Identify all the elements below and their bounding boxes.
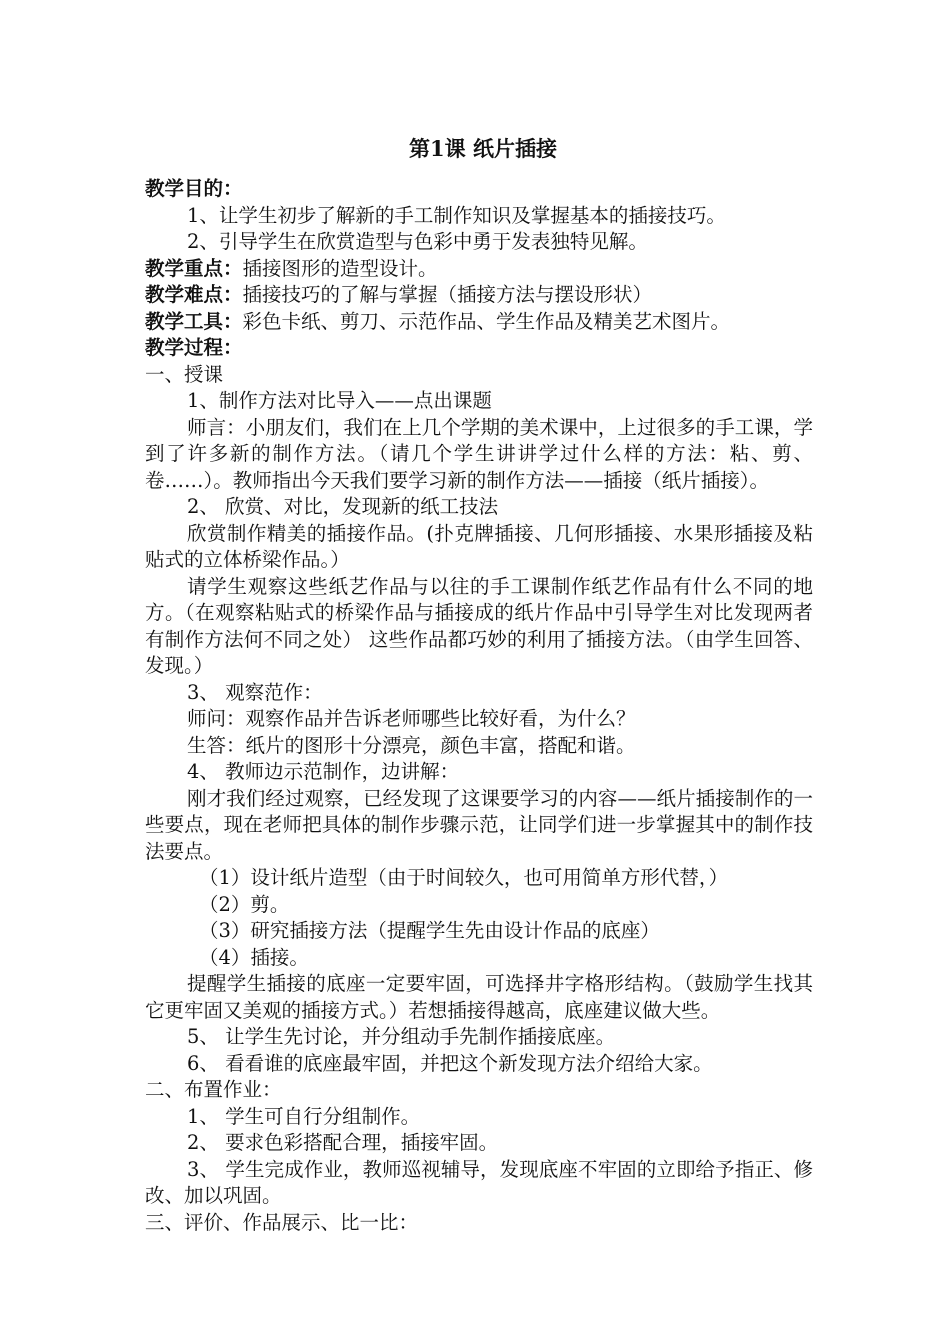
key-point-label: 教学重点： [145, 256, 243, 280]
teaching-tools-label: 教学工具： [145, 309, 243, 333]
teaching-tools [145, 309, 813, 336]
lesson-title: 第1课 纸片插接 [409, 136, 557, 161]
substep-2: （2）剪。 [199, 892, 290, 916]
step-4: 4、 教师边示范制作，边讲解： [187, 760, 460, 783]
part-3-heading: 三、评价、作品展示、比一比： [145, 1210, 419, 1234]
paragraph-2: 欣赏制作精美的插接作品。(扑克牌插接、几何形插接、水果形插接及粘贴式的立体桥梁作品。） [145, 521, 813, 571]
homework-2: 2、 要求色彩搭配合理，插接牢固。 [187, 1131, 499, 1154]
substep-1: （1）设计纸片造型（由于时间较久，也可用简单方形代替，） [199, 866, 729, 889]
teaching-tools-text: 彩色卡纸、剪刀、示范作品、学生作品及精美艺术图片。 [242, 309, 731, 333]
document-page [145, 134, 813, 1236]
substep-3: （3）研究插接方法（提醒学生先由设计作品的底座） [199, 919, 660, 942]
paragraph-1: 师言：小朋友们，我们在上几个学期的美术课中，上过很多的手工课，学到了许多新的制作方法。（请几个学生讲讲学过什么样的方法：粘、剪、卷……）。教师指出今天我们要学习新的制作方法——插接（纸片插接）。 [145, 415, 813, 492]
goal-item-1: 1、让学生初步了解新的手工制作知识及掌握基本的插接技巧。 [187, 203, 726, 227]
step-5: 5、 让学生先讨论，并分组动手先制作插接底座。 [187, 1025, 616, 1048]
part-1-heading: 一、授课 [145, 362, 224, 386]
teacher-question: 师问：观察作品并告诉老师哪些比较好看，为什么？ [187, 707, 636, 730]
paragraph-3: 请学生观察这些纸艺作品与以往的手工课制作纸艺作品有什么不同的地方。（在观察粘贴式的桥梁作品与插接成的纸片作品中引导学生对比发现两者有制作方法何不同之处） 这些作品都巧妙的利用了插接方法。（由学生回答、发现。） [145, 574, 813, 677]
difficult-point [145, 282, 813, 309]
difficult-point-text: 插接技巧的了解与掌握（插接方法与摆设形状） [242, 283, 653, 306]
step-6: 6、 看看谁的底座最牢固，并把这个新发现方法介绍给大家。 [187, 1051, 713, 1075]
paragraph-5: 提醒学生插接的底座一定要牢固，可选择井字格形结构。（鼓励学生找其它更牢固又美观的插接方式。）若想插接得越高，底座建议做大些。 [145, 972, 813, 1022]
homework-3: 3、 学生完成作业，教师巡视辅导，发现底座不牢固的立即给予指正、修改、加以巩固。 [145, 1157, 813, 1207]
process-heading: 教学过程： [145, 336, 243, 359]
step-3: 3、 观察范作： [187, 680, 323, 704]
paragraph-4: 刚才我们经过观察，已经发现了这课要学习的内容——纸片插接制作的一些要点，现在老师把具体的制作步骤示范，让同学们进一步掌握其中的制作技法要点。 [145, 786, 813, 863]
step-1: 1、制作方法对比导入——点出课题 [187, 389, 492, 412]
part-2-heading: 二、布置作业： [145, 1078, 282, 1101]
substep-4: （4）插接。 [199, 945, 309, 969]
step-2: 2、 欣赏、对比，发现新的纸工技法 [187, 495, 499, 518]
difficult-point-label: 教学难点： [145, 283, 243, 306]
goal-heading: 教学目的： [145, 177, 243, 200]
student-answer: 生答：纸片的图形十分漂亮，颜色丰富，搭配和谐。 [187, 733, 636, 757]
goal-item-2: 2、引导学生在欣赏造型与色彩中勇于发表独特见解。 [187, 230, 648, 253]
key-point [145, 256, 813, 283]
homework-1: 1、 学生可自行分组制作。 [187, 1104, 421, 1128]
key-point-text: 插接图形的造型设计。 [242, 256, 438, 280]
